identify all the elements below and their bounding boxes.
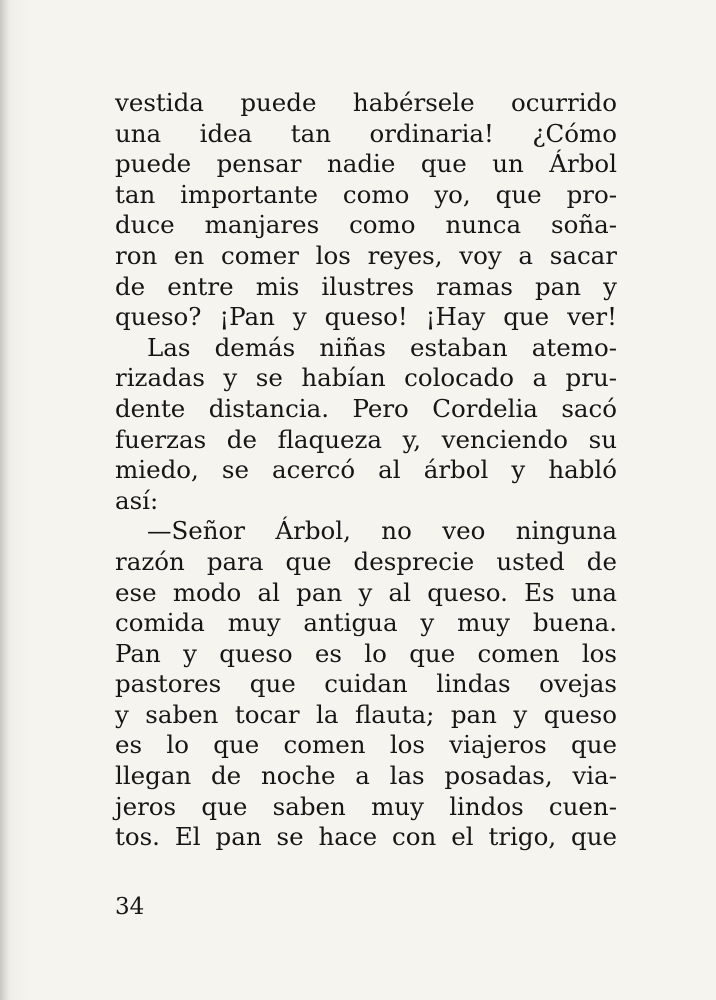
text-line-11: dente distancia. Pero Cordelia sacó xyxy=(115,393,617,423)
text-line-9: Las demás niñas estaban atemo- xyxy=(147,332,617,362)
text-line-14: así: xyxy=(115,485,159,515)
text-line-8: queso? ¡Pan y queso! ¡Hay que ver! xyxy=(115,302,617,332)
text-line-18: comida muy antigua y muy buena. xyxy=(115,608,617,638)
text-line-6: ron en comer los reyes, voy a sacar xyxy=(115,240,617,270)
text-line-19: Pan y queso es lo que comen los xyxy=(115,638,617,668)
text-line-25: tos. El pan se hace con el trigo, que xyxy=(115,822,617,852)
text-line-22: es lo que comen los viajeros que xyxy=(115,730,617,760)
text-line-13: miedo, se acercó al árbol y habló xyxy=(115,455,617,485)
text-line-20: pastores que cuidan lindas ovejas xyxy=(115,669,617,699)
text-line-4: tan importante como yo, que pro- xyxy=(115,179,617,209)
text-line-21: y saben tocar la flauta; pan y queso xyxy=(115,699,617,729)
page-number: 34 xyxy=(115,894,145,920)
text-line-16: razón para que desprecie usted de xyxy=(115,546,617,576)
text-line-24: jeros que saben muy lindos cuen- xyxy=(115,791,617,821)
text-line-2: una idea tan ordinaria! ¿Cómo xyxy=(115,118,617,148)
text-line-3: puede pensar nadie que un Árbol xyxy=(115,149,617,179)
text-line-12: fuerzas de flaqueza y, venciendo su xyxy=(115,424,617,454)
text-line-7: de entre mis ilustres ramas pan y xyxy=(115,271,617,301)
page-binding-edge xyxy=(0,0,9,1000)
text-line-10: rizadas y se habían colocado a pru- xyxy=(115,363,617,393)
text-line-15: —Señor Árbol, no veo ninguna xyxy=(147,516,617,546)
text-line-1: vestida puede habérsele ocurrido xyxy=(115,88,617,117)
body-text xyxy=(115,88,617,853)
text-line-5: duce manjares como nunca soña- xyxy=(115,210,617,240)
text-line-23: llegan de noche a las posadas, via- xyxy=(115,761,617,791)
text-line-17: ese modo al pan y al queso. Es una xyxy=(115,577,617,607)
